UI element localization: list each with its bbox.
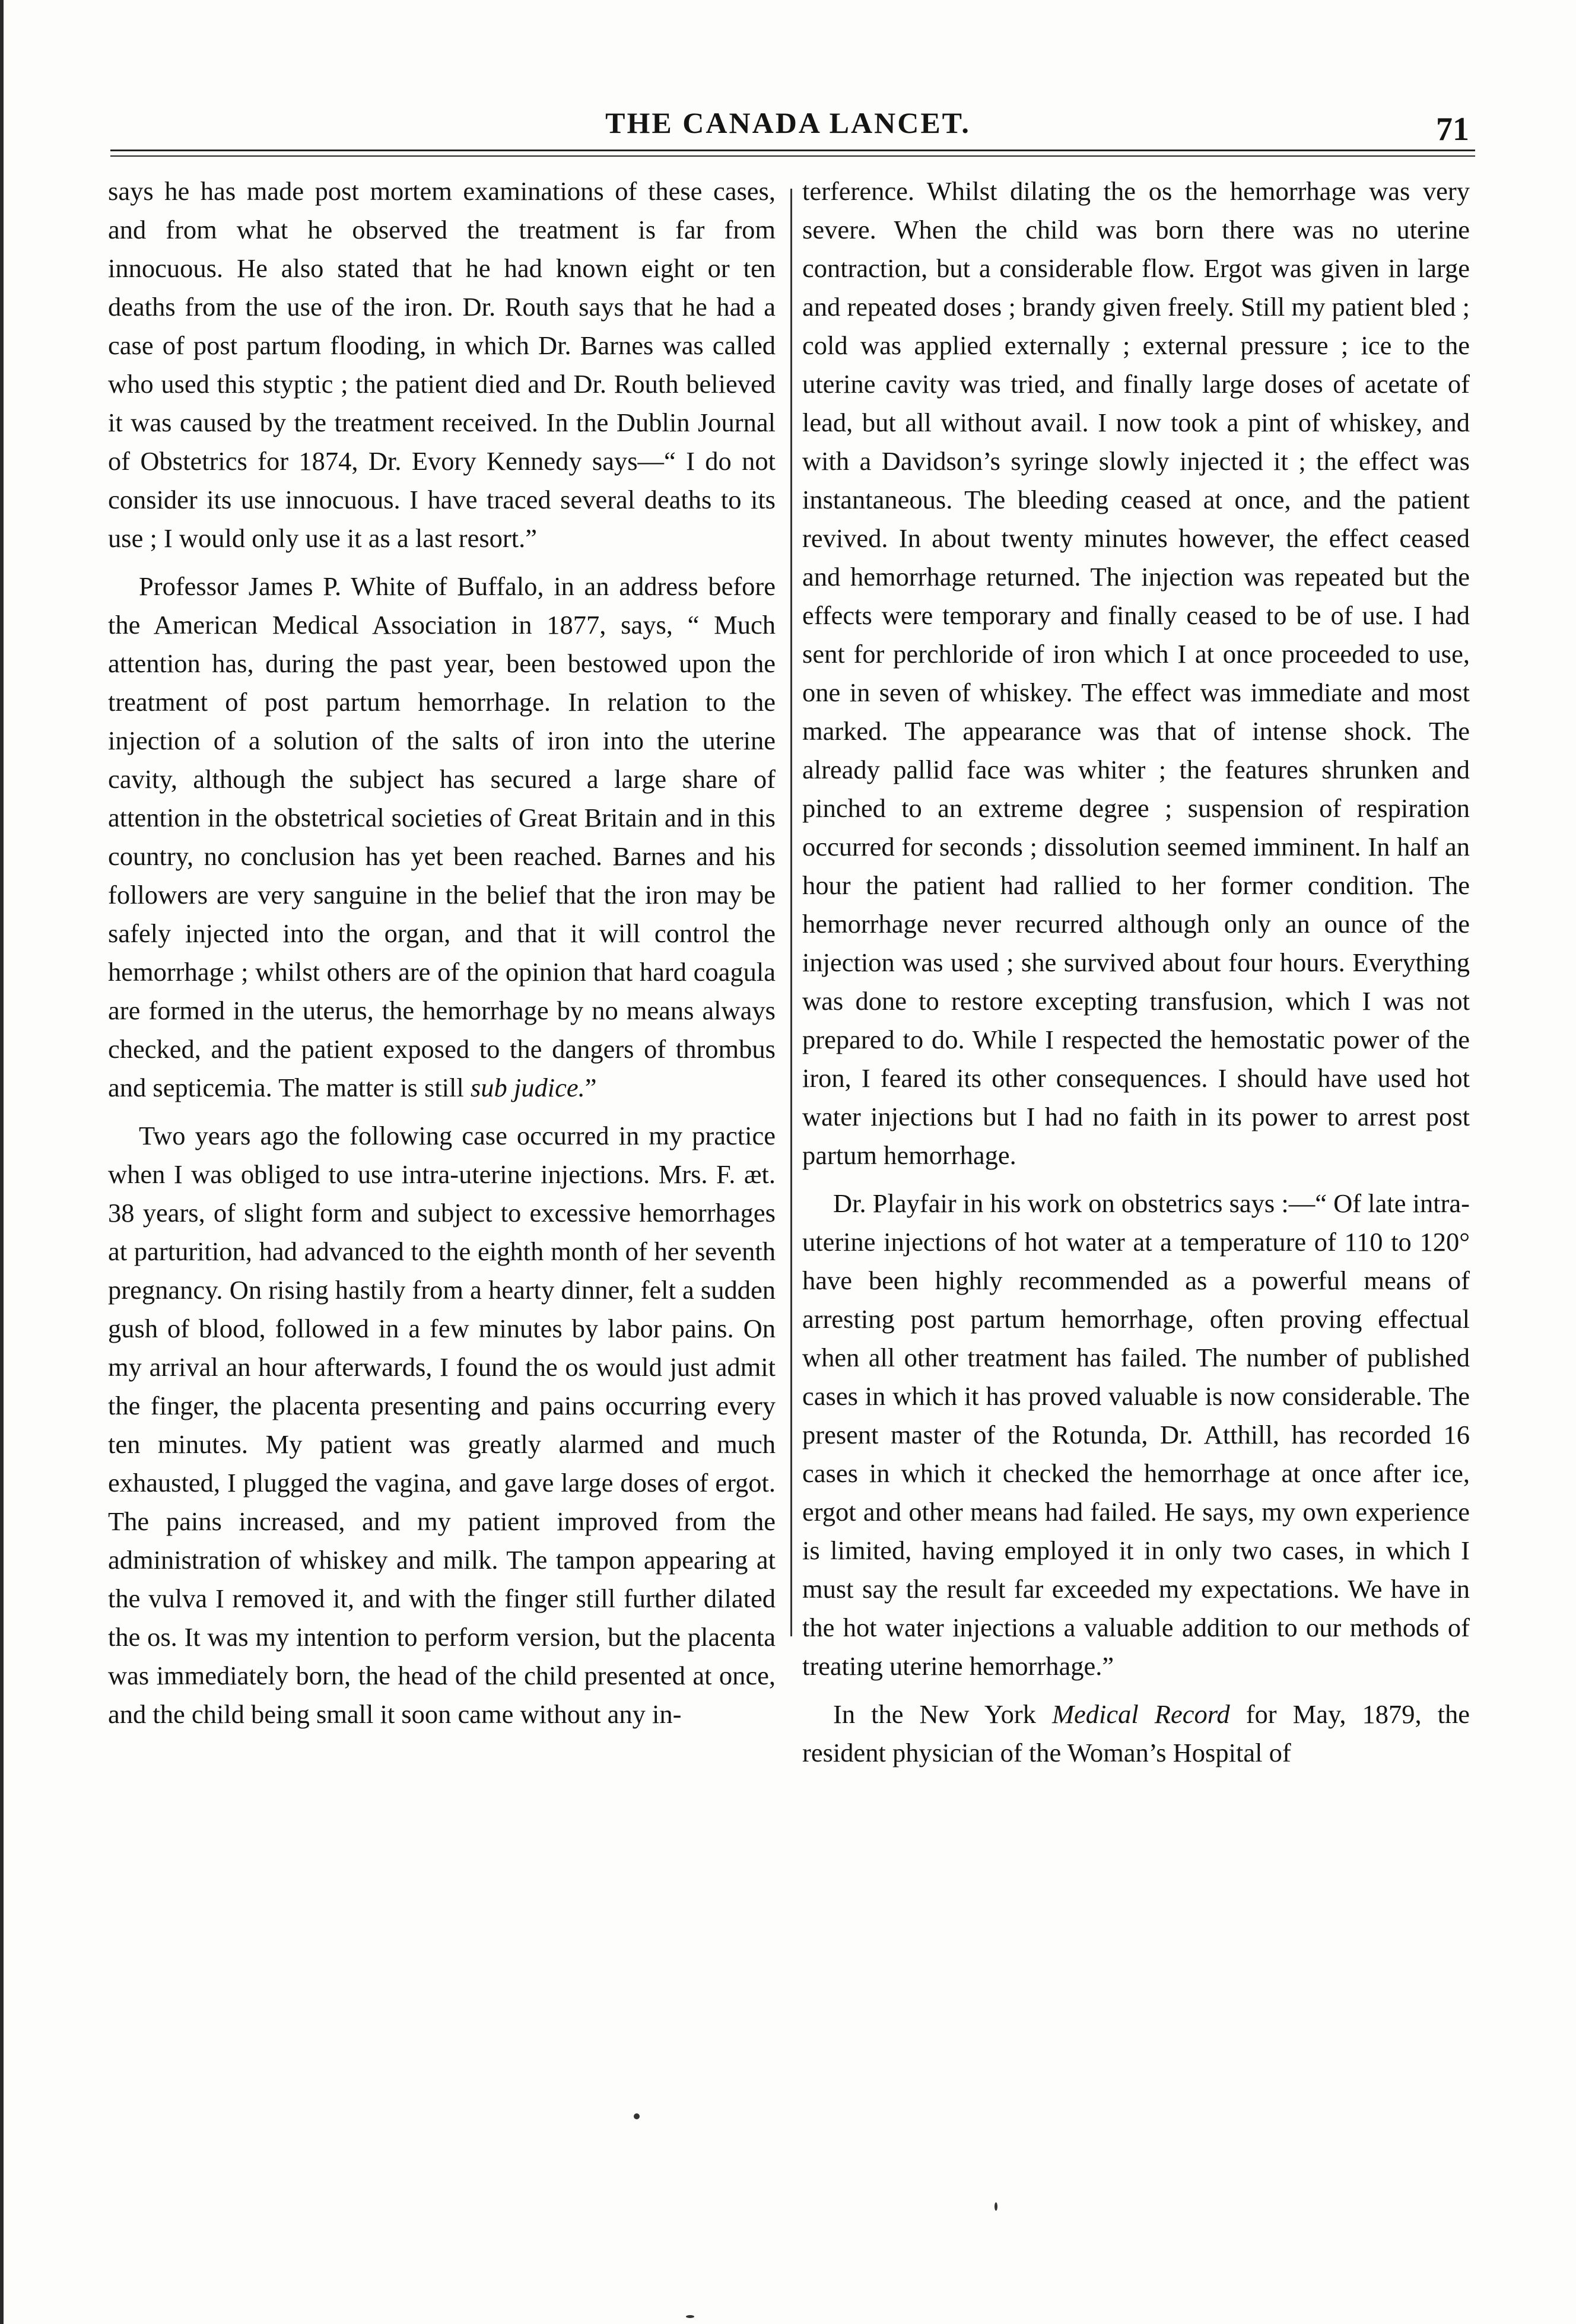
- closing-quote: ”: [584, 1073, 597, 1102]
- header-rule-top: [110, 150, 1475, 151]
- left-column: [108, 172, 776, 1734]
- running-title: THE CANADA LANCET.: [605, 106, 971, 139]
- ink-speck: [994, 2202, 997, 2211]
- page-number: 71: [1436, 111, 1469, 148]
- paragraph-medical-record: [802, 1695, 1470, 1772]
- paragraph-playfair-quote: Dr. Playfair in his work on obstetrics says :—“ Of late intra-uterine injections of hot water at a temperature of 110 to 120° have been highly recommended as a powerful means of arresting post partum hemorrhage, often proving effectual when all other treatment has failed. The number of published cases in which it has proved valuable is now considerable. The present master of the Rotunda, Dr. Atthill, has recorded 16 cases in which it checked the hemorrhage at once after ice, ergot and other means had failed. He says, my own experience is limited, having employed it in only two cases, in which I must say the result far exceeded my expectations. We have in the hot water injections a valuable addition to our methods of treating uterine hemorrhage.”: [802, 1188, 1470, 1681]
- right-column: [802, 172, 1470, 1772]
- paragraph-text-end: for May, 1879, the resident physician of the Woman’s Hospital of: [802, 1699, 1470, 1767]
- column-divider: [790, 189, 792, 1636]
- italic-phrase: sub judice.: [470, 1073, 585, 1102]
- paragraph-text: In the New York: [833, 1699, 1052, 1729]
- paragraph-continued: terference. Whilst dilating the os the hemorrhage was very severe. When the child was born there was no uterine contraction, but a considerable flow. Ergot was given in large and repeated doses ; brandy given freely. Still my patient bled ; cold was applied externally ; external pressure ; ice to the uterine cavity was tried, and finally large doses of acetate of lead, but all without avail. I now took a pint of whiskey, and with a Davidson’s syringe slowly injected it ; the effect was instantaneous. The bleeding ceased at once, and the patient revived. In about twenty minutes however, the effect ceased and hemorrhage returned. The injection was repeated but the effects were temporary and finally ceased to be of use. I had sent for perchloride of iron which I at once proceeded to use, one in seven of whiskey. The effect was immediate and most marked. The appearance was that of intense shock. The already pallid face was whiter ; the features shrunken and pinched to an extreme degree ; suspension of respiration occurred for seconds ; dissolution seemed imminent. In half an hour the patient had rallied to her former condition. The hemorrhage never recurred although only an ounce of the injection was used ; she survived about four hours. Everything was done to restore excepting transfusion, which I was not prepared to do. While I respected the hemostatic power of the iron, I feared its other consequences. I should have used hot water injections but I had no faith in its power to arrest post partum hemorrhage.: [802, 176, 1470, 1170]
- ink-speck: [686, 2315, 694, 2318]
- ink-speck: [634, 2113, 640, 2119]
- paragraph-continued: says he has made post mortem examinations of these cases, and from what he observed the treatment is far from innocuous. He also stated that he had known eight or ten deaths from the use of the iron. Dr. Routh says that he had a case of post partum flooding, in which Dr. Barnes was called who used this styptic ; the patient died and Dr. Routh believed it was caused by the treatment received. In the Dublin Journal of Obstetrics for 1874, Dr. Evory Kennedy says—“ I do not consider its use innocuous. I have traced several deaths to its use ; I would only use it as a last resort.”: [108, 176, 776, 553]
- paragraph-text: Professor James P. White of Buffalo, in an address before the American Medical Association in 1877, says, “ Much attention has, during the past year, been bestowed upon the treatment of post partum hemorrhage. In relation to the injection of a solution of the salts of iron into the uterine cavity, although the subject has secured a large share of attention in the obstetrical societies of Great Britain and in this country, no conclusion has yet been reached. Barnes and his followers are very sanguine in the belief that the iron may be safely injected into the organ, and that it will control the hemorrhage ; whilst others are of the opinion that hard coagula are formed in the uterus, the hemorrhage by no means always checked, and the patient exposed to the dangers of thrombus and septicemia. The matter is still: [108, 571, 776, 1102]
- paragraph-case-report: Two years ago the following case occurred in my practice when I was obliged to use intra-uterine injections. Mrs. F. æt. 38 years, of slight form and subject to excessive hemorrhages at parturition, had advanced to the eighth month of her seventh pregnancy. On rising hastily from a hearty dinner, felt a sudden gush of blood, followed in a few minutes by labor pains. On my arrival an hour afterwards, I found the os would just admit the finger, the placenta presenting and pains occurring every ten minutes. My patient was greatly alarmed and much exhausted, I plugged the vagina, and gave large doses of ergot. The pains increased, and my patient improved from the administration of whiskey and milk. The tampon appearing at the vulva I removed it, and with the finger still further dilated the os. It was my intention to perform version, but the placenta was immediately born, the head of the child presented at once, and the child being small it soon came without any in-: [108, 1121, 776, 1729]
- journal-name: Medical Record: [1051, 1699, 1230, 1729]
- paragraph-white-quote: [108, 567, 776, 1107]
- page-binding-edge: [0, 0, 4, 2324]
- header-rule-bottom: [110, 155, 1475, 157]
